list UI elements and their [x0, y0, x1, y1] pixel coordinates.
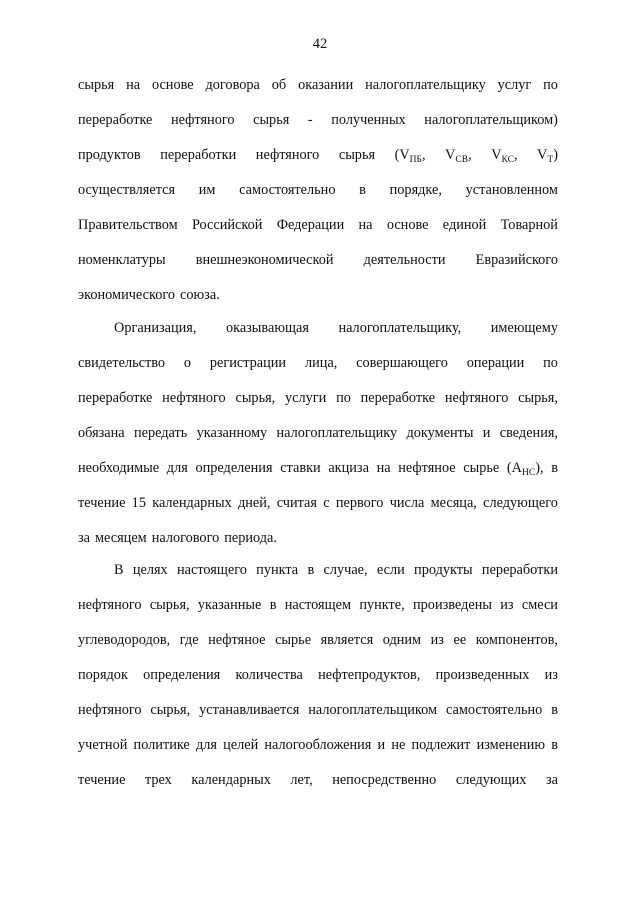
text-line — [78, 68, 558, 103]
word-punctuation: , — [513, 147, 518, 163]
word: деятельности — [363, 252, 446, 268]
word: документы — [406, 425, 474, 441]
word: целей — [223, 737, 259, 753]
word: не — [391, 737, 406, 753]
word: пункте, — [359, 597, 405, 613]
word: В — [114, 562, 124, 578]
word: где — [179, 632, 199, 648]
word: основе — [386, 217, 429, 233]
word: свидетельство — [78, 355, 166, 371]
word: сырье — [463, 460, 500, 476]
word — [445, 138, 472, 173]
word: нефтяное — [398, 460, 456, 476]
word: совершающего — [356, 355, 448, 371]
word: ее — [453, 632, 467, 648]
word: внешнеэкономической — [195, 252, 334, 268]
text-line — [78, 278, 558, 313]
word: на — [376, 460, 391, 476]
word: полученных — [331, 112, 406, 128]
word: услуги — [285, 390, 327, 406]
word: оказании — [298, 77, 354, 93]
word: месяца, — [430, 495, 477, 511]
word: нефтяного — [444, 390, 509, 406]
text-line — [78, 553, 558, 588]
word: непосредственно — [332, 772, 437, 788]
word: нефтяного — [162, 390, 226, 406]
text-line — [78, 728, 558, 763]
word: следующего — [483, 495, 558, 511]
word: переработке — [78, 112, 153, 128]
word: для — [166, 460, 188, 476]
text-line — [78, 381, 558, 416]
text-line — [78, 763, 558, 798]
word: Правительством — [78, 217, 178, 233]
word: обязана — [78, 425, 125, 441]
word: единой — [442, 217, 487, 233]
text-line — [78, 346, 558, 381]
word: налогоплательщику, — [338, 320, 462, 336]
text-line — [78, 311, 558, 346]
word: 15 — [131, 495, 146, 511]
word: в — [269, 597, 277, 613]
word: учетной — [78, 737, 128, 753]
text-line — [78, 521, 558, 556]
word: по — [336, 390, 351, 406]
word: переработки — [160, 147, 237, 163]
word: установленном — [465, 182, 558, 198]
word — [507, 451, 544, 486]
word: является — [320, 632, 374, 648]
word: Российской — [191, 217, 263, 233]
subscript: КС — [501, 155, 514, 165]
word: течение — [78, 772, 126, 788]
word: нефтяного — [78, 597, 142, 613]
word: Товарной — [500, 217, 558, 233]
word: компонентов, — [475, 632, 558, 648]
word: об — [271, 77, 287, 93]
word: налогоплательщиком — [308, 702, 438, 718]
word: числа — [389, 495, 425, 511]
word: произведенных — [435, 667, 530, 683]
word: сырья, — [149, 597, 190, 613]
word: и — [482, 425, 491, 441]
paragraph-2 — [78, 311, 558, 556]
word: за — [545, 772, 558, 788]
word: углеводородов, — [78, 632, 171, 648]
word: сырья, — [518, 390, 558, 406]
word: месяцем — [95, 530, 147, 546]
word: операции — [466, 355, 525, 371]
word: договора — [205, 77, 260, 93]
word: нефтепродуктов, — [318, 667, 421, 683]
word: считая — [276, 495, 317, 511]
word: в — [359, 182, 366, 198]
word: Федерации — [276, 217, 345, 233]
word: календарных — [191, 772, 271, 788]
word: самостоятельно — [239, 182, 336, 198]
word: в — [551, 737, 558, 753]
text-line — [78, 588, 558, 623]
word: в — [307, 562, 315, 578]
word: настоящем — [284, 597, 352, 613]
word: произведены — [413, 597, 492, 613]
word: сырья, — [235, 390, 276, 406]
word: сырье — [275, 632, 312, 648]
word: необходимые — [78, 460, 160, 476]
word: переработке — [360, 390, 436, 406]
word: сырья, — [150, 702, 191, 718]
word: указанному — [196, 425, 268, 441]
text-line — [78, 103, 558, 138]
word: с — [323, 495, 330, 511]
word: продукты — [414, 562, 473, 578]
word: по — [543, 355, 558, 371]
word: осуществляется — [78, 182, 176, 198]
word: нефтяного — [170, 112, 235, 128]
subscript: ПБ — [409, 155, 422, 165]
text-line — [78, 208, 558, 243]
word: из — [430, 632, 444, 648]
paragraph-1 — [78, 68, 558, 313]
word: лица, — [304, 355, 338, 371]
word — [537, 138, 558, 173]
word: Евразийского — [475, 252, 558, 268]
word: ставки — [280, 460, 321, 476]
word: нефтяного — [78, 702, 142, 718]
text-line — [78, 658, 558, 693]
word: периода. — [224, 530, 277, 546]
word: из — [500, 597, 514, 613]
word: трех — [144, 772, 172, 788]
word: порядке, — [389, 182, 442, 198]
word: количества — [235, 667, 303, 683]
word: подлежит — [411, 737, 471, 753]
word: течение — [78, 495, 126, 511]
word: смеси — [521, 597, 558, 613]
word: основе — [151, 77, 194, 93]
word: определения — [143, 667, 221, 683]
word: из — [544, 667, 558, 683]
word: дней, — [237, 495, 271, 511]
word: порядок — [78, 667, 128, 683]
text-line — [78, 138, 558, 173]
word: целях — [132, 562, 168, 578]
text-line — [78, 693, 558, 728]
word: услуг — [497, 77, 532, 93]
word: настоящего — [177, 562, 247, 578]
word: сырья — [338, 147, 376, 163]
word: о — [183, 355, 192, 371]
word-punctuation: ) — [553, 147, 558, 163]
subscript: Т — [547, 155, 554, 165]
word: для — [195, 737, 217, 753]
text-line — [78, 416, 558, 451]
word: налогообложения — [264, 737, 372, 753]
word: в — [551, 702, 558, 718]
word — [395, 138, 426, 173]
word: устанавливается — [199, 702, 300, 718]
word: первого — [335, 495, 384, 511]
word: налогового — [151, 530, 220, 546]
word: нефтяного — [255, 147, 320, 163]
word: и — [377, 737, 386, 753]
word-text: V — [445, 147, 456, 163]
subscript: СВ — [455, 155, 469, 165]
word: одним — [382, 632, 422, 648]
word: продуктов — [78, 147, 141, 163]
word: случае, — [323, 562, 368, 578]
word: оказывающая — [225, 320, 309, 336]
word: определения — [195, 460, 273, 476]
word: налогоплательщику — [276, 425, 398, 441]
word-text: V — [491, 147, 502, 163]
subscript: НС — [522, 468, 536, 478]
page-number: 42 — [312, 36, 328, 52]
text-line — [78, 486, 558, 521]
word: экономического — [78, 287, 175, 303]
word: политике — [133, 737, 190, 753]
word: нефтяное — [208, 632, 266, 648]
word: номенклатуры — [78, 252, 166, 268]
word: самостоятельно — [445, 702, 543, 718]
word — [491, 138, 517, 173]
word: сырья — [253, 112, 290, 128]
word: союза. — [180, 287, 220, 303]
word: календарных — [152, 495, 232, 511]
word: сведения, — [499, 425, 558, 441]
word: имеющему — [490, 320, 558, 336]
word: за — [78, 530, 90, 546]
word: переработки — [481, 562, 558, 578]
word: указанные — [197, 597, 262, 613]
word: переработке — [78, 390, 153, 406]
word: на — [358, 217, 373, 233]
word-text: (А — [506, 460, 522, 476]
text-line — [78, 243, 558, 278]
word: лет, — [290, 772, 313, 788]
word: изменению — [476, 737, 546, 753]
word: акциза — [328, 460, 369, 476]
word-punctuation: ), — [535, 460, 544, 476]
text-line — [78, 173, 558, 208]
word: Организация, — [114, 320, 197, 336]
word: налогоплательщику — [365, 77, 486, 93]
word: по — [543, 77, 558, 93]
word-punctuation: , — [421, 147, 426, 163]
text-line — [78, 451, 558, 486]
word: следующих — [455, 772, 527, 788]
word: регистрации — [209, 355, 287, 371]
word: если — [376, 562, 405, 578]
text-line — [78, 623, 558, 658]
word: налогоплательщиком) — [424, 112, 558, 128]
paragraph-3 — [78, 553, 558, 798]
word: пункта — [256, 562, 299, 578]
word-punctuation: , — [468, 147, 472, 163]
word: - — [307, 112, 313, 128]
word: передать — [133, 425, 188, 441]
word: сырья — [78, 77, 115, 93]
word-text: V — [537, 147, 548, 163]
word: в — [551, 460, 558, 476]
word: на — [126, 77, 141, 93]
word: им — [198, 182, 216, 198]
word-text: (V — [394, 147, 410, 163]
